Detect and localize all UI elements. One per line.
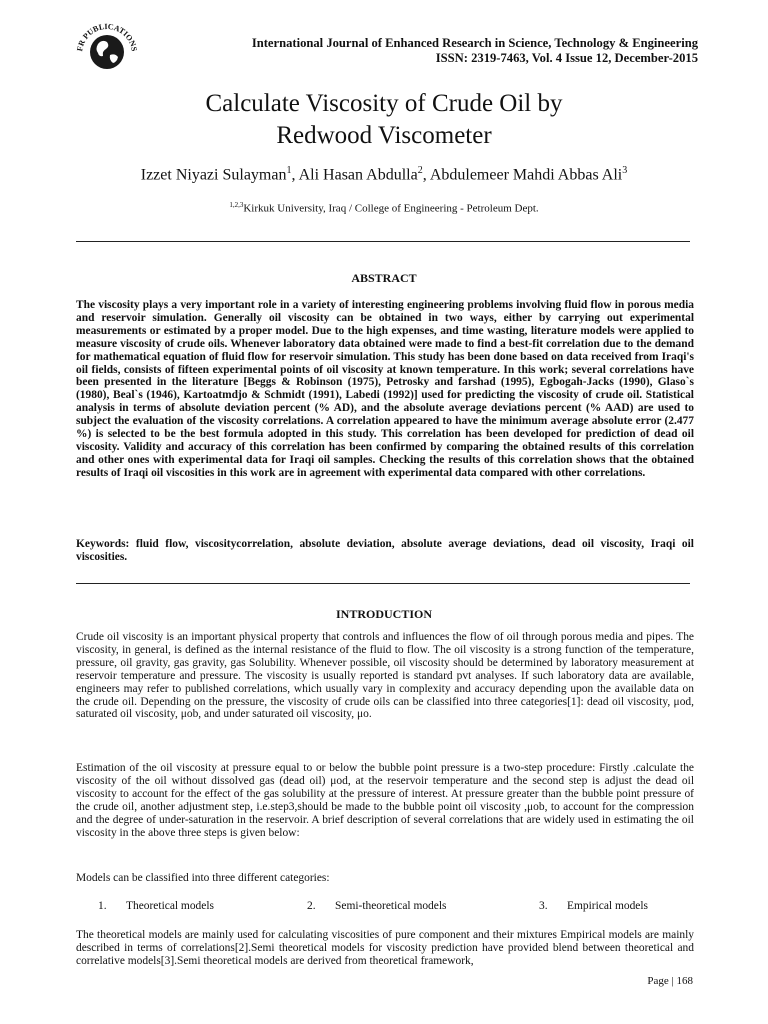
intro-paragraph-3: Models can be classified into three different categories:: [76, 872, 330, 884]
journal-name-suffix: nhanced Research in Science, Technology & Engineering: [393, 36, 698, 50]
affiliation-text: Kirkuk University, Iraq / College of Engineering - Petroleum Dept.: [243, 202, 539, 215]
divider-bottom: [76, 583, 690, 584]
keywords: Keywords: fluid flow, viscositycorrelation, absolute deviation, absolute average deviations, dead oil viscosity, Iraqi oil viscosities.: [76, 538, 694, 563]
author-sep-1: ,: [291, 166, 299, 184]
list-item: [98, 900, 214, 912]
abstract-body: The viscosity plays a very important role in a variety of interesting engineering problems involving fluid flow in porous media and reservoir simulation. Generally oil viscosity can be obtained in two ways, either by carrying out experimental measurements or estimated by a proper model. Due to the high expenses, and time wasting, literature models were applied to measure viscosity of crude oils. Whenever laboratory data obtained were made to find a best-fit correlation due to the demand for mathematical equation of fluid flow for reservoir simulation. This study has been done based on data received from Iraqi's oil fields, consists of fifteen experimental points of oil viscosity at known temperature. In this work; several correlations have been presented in the literature [Beggs & Robinson (1975), Petrosky and farshad (1995), Egbogah-Jacks (1990), Glaso`s (1980), Beal`s (1946), Kartoatmdjo & Schmidt (1991), Labedi (1992)] used for predicting the viscosity of crude oil. Statistical analysis in terms of absolute deviation percent (% AD), and the absolute average deviations percent (% AAD) are used to subject the evaluation of the viscosity correlations. A correlation appeared to have the minimum average absolute error (2.477 %) is selected to be the best formula adopted in this study. This correlation has been developed for prediction of dead oil viscosity. Validity and accuracy of this correlation has been confirmed by comparing the obtained results of this correlation and other ones with experimental data for Iraqi oil samples. Checking the results of this correlation shows that the obtained results of Iraqi oil viscosities in this work are in agreement with experimental data compared with other correlations.: [76, 299, 694, 479]
author-2-sup: 2: [417, 165, 423, 176]
author-sep-2: ,: [422, 166, 430, 184]
publisher-logo: [72, 14, 142, 76]
list-item-number: 2.: [307, 900, 316, 912]
author-3: Abdulemeer Mahdi Abbas Ali: [429, 166, 623, 184]
list-item-label: Theoretical models: [126, 900, 214, 912]
authors-line: [0, 165, 768, 184]
title-line-1: Calculate Viscosity of Crude Oil by: [205, 90, 563, 117]
affiliation-sup: 1,2,3: [229, 201, 244, 209]
list-item-label: Empirical models: [567, 900, 648, 912]
logo-text: FR PUBLICATIONS: [75, 21, 139, 52]
list-item-label: Semi-theoretical models: [335, 900, 447, 912]
list-item: [539, 900, 648, 912]
author-1-sup: 1: [286, 165, 292, 176]
paper-title: [0, 88, 768, 152]
journal-header: [252, 36, 698, 66]
list-item-number: 3.: [539, 900, 548, 912]
list-item: [307, 900, 446, 912]
abstract-heading: ABSTRACT: [351, 271, 417, 285]
author-1: Izzet Niyazi Sulayman: [140, 166, 287, 184]
issn-line: ISSN: 2319-7463, Vol. 4 Issue 12, December-2015: [435, 51, 698, 65]
intro-paragraph-1: Crude oil viscosity is an important physical property that controls and influences the flow of oil through porous media and pipes. The viscosity, in general, is defined as the internal resistance of the fluid to flow. The oil viscosity is a strong function of the temperature, pressure, oil gravity, gas gravity, gas Solubility. Whenever possible, oil viscosity should be determined by laboratory measurement at reservoir temperature and pressure. The viscosity is usually reported is standard pvt analyses. If such laboratory data are available, engineers may refer to published correlations, which usually vary in complexity and accuracy depending upon the available data on the crude oil. Depending on the pressure, the viscosity of crude oils can be classified into three categories[1]: dead oil viscosity, μod, saturated oil viscosity, μob, and under saturated oil viscosity, μo.: [76, 631, 694, 721]
intro-paragraph-2: Estimation of the oil viscosity at pressure equal to or below the bubble point pressure is a two-step procedure: Firstly .calculate the viscosity of the oil without dissolved gas (dead oil) μod, at the reservoir temperature and the second step is adjust the dead oil viscosity to account for the effect of the gas solubility at the pressure of interest. At pressure greater than the bubble point pressure of the crude oil, another adjustment step, i.e.step3,should be made to the bubble point oil viscosity ,μob, to account for the compression and the degree of under-saturation in the reservoir. A brief description of several correlations that are widely used in estimating the oil viscosity in the above three steps is given below:: [76, 762, 694, 839]
title-line-2: Redwood Viscometer: [276, 122, 492, 149]
journal-name-prefix: International Journal of E: [251, 36, 394, 50]
intro-paragraph-4: The theoretical models are mainly used for calculating viscosities of pure component and their mixtures Empirical models are mainly described in terms of correlations[2].Semi theoretical models for viscosity prediction have provided blend between theoretical and correlative models[3].Semi theoretical models are derived from theoretical framework,: [76, 929, 694, 967]
author-3-sup: 3: [622, 165, 628, 176]
author-2: Ali Hasan Abdulla: [298, 166, 418, 184]
affiliation: [0, 201, 768, 215]
introduction-heading: INTRODUCTION: [335, 607, 432, 621]
list-item-number: 1.: [98, 900, 107, 912]
page-number: Page | 168: [647, 975, 693, 987]
divider-top: [76, 241, 690, 242]
journal-name: [252, 36, 698, 51]
